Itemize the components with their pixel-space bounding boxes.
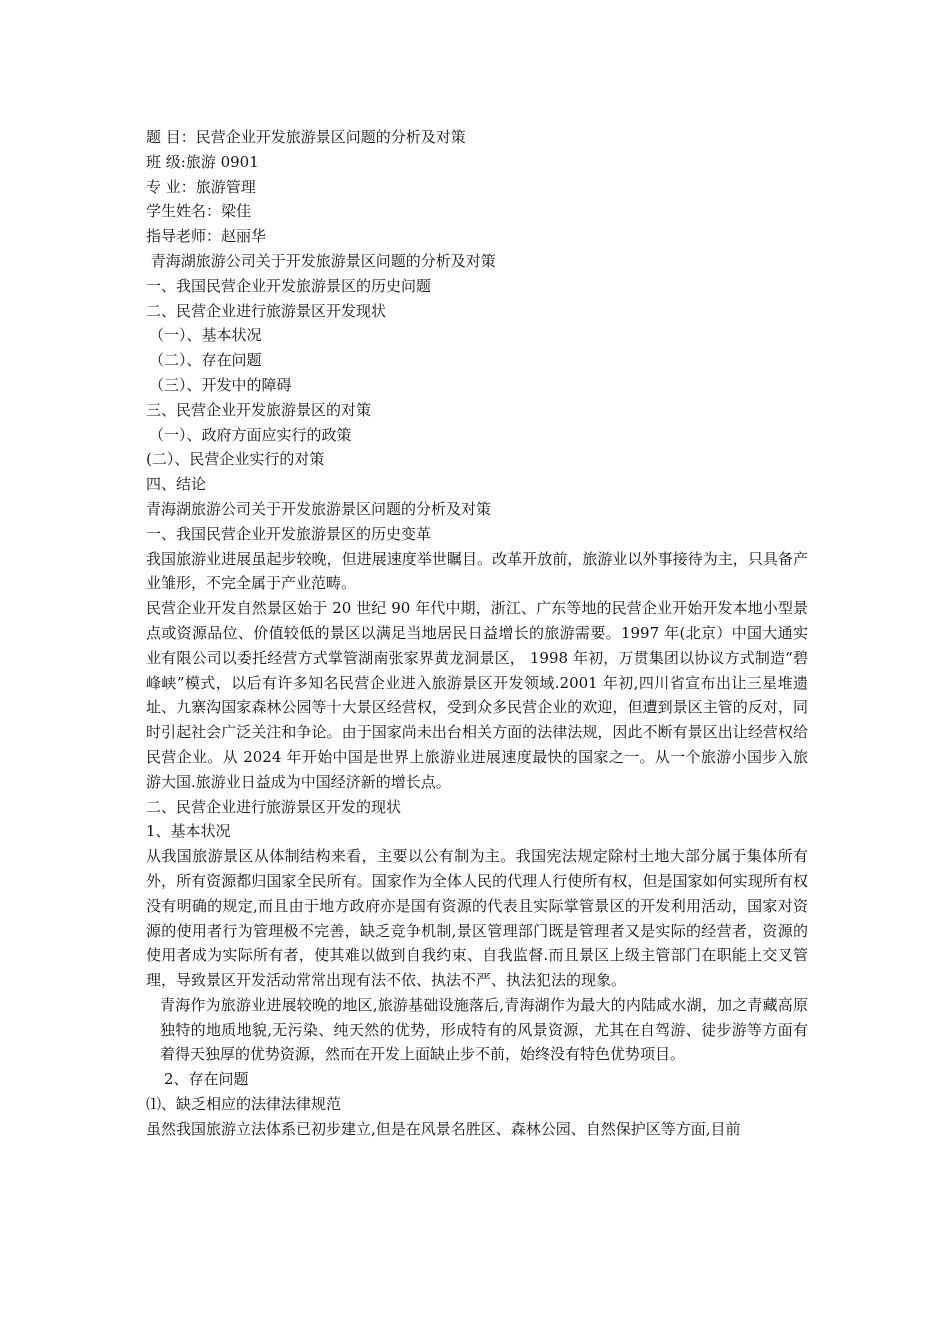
list-item-heading: ⑴、缺乏相应的法律法律规范 <box>146 1095 342 1114</box>
student-name-line: 学生姓名：梁佳 <box>146 202 252 221</box>
outline-item: （二）、存在问题 <box>149 351 262 370</box>
body-paragraph: 虽然我国旅游立法体系已初步建立,但是在风景名胜区、森林公园、自然保护区等方面,目前 <box>146 1119 741 1138</box>
advisor-line: 指导老师：赵丽华 <box>146 227 267 246</box>
outline-item: （一）、政府方面应实行的政策 <box>149 425 352 444</box>
outline-item: (二）、民营企业实行的对策 <box>146 450 325 469</box>
body-paragraph: 青海作为旅游业进展较晚的地区,旅游基础设施落后,青海湖作为最大的内陆咸水湖，加之青藏高原独特的地质地貌,无污染、纯天然的优势，形成特有的风景资源，尤其在自驾游、徒步游等方面有着得天独厚的优势资源，然而在开发上面缺止步不前，始终没有特色优势项目。 <box>160 995 808 1064</box>
subsection-heading: 2、存在问题 <box>164 1070 249 1089</box>
outline-item: 四、结论 <box>146 475 207 494</box>
outline-item: （三）、开发中的障碍 <box>149 375 292 394</box>
subsection-heading: 1、基本状况 <box>146 822 231 841</box>
body-paragraph: 民营企业开发自然景区始于 20 世纪 90 年代中期，浙江、广东等地的民营企业开始开发本地小型景点或资源品位、价值较低的景区以满足当地居民日益增长的旅游需要。1997 年(北京）中国大通实业有限公司以委托经营方式掌管湖南张家界黄龙洞景区， 1998 年初，万贯集团以协议方式制造“碧峰峡”模式，以后有许多知名民营企业进入旅游景区开发领域.2001 年初,四川省宣布出让三星堆遗址、九寨沟国家森林公园等十大景区经营权，受到众多民营企业的欢迎，但遭到景区主管的反对，同时引起社会广泛关注和争论。由于国家尚未出台相关方面的法律法规，因此不断有景区出让经营权给民营企业。从 2024 年开始中国是世界上旅游业进展速度最快的国家之一。从一个旅游小国步入旅游大国.旅游业日益成为中国经济新的增长点。 <box>146 599 808 791</box>
outline-item: 三、民营企业开发旅游景区的对策 <box>146 400 372 419</box>
body-title: 青海湖旅游公司关于开发旅游景区问题的分析及对策 <box>146 499 492 518</box>
class-line: 班 级:旅游 0901 <box>146 152 259 171</box>
outline-item: 一、我国民营企业开发旅游景区的历史问题 <box>146 276 432 295</box>
document-page <box>146 125 808 1142</box>
outline-item: （一）、基本状况 <box>149 326 262 345</box>
body-paragraph: 从我国旅游景区从体制结构来看，主要以公有制为主。我国宪法规定除村土地大部分属于集体所有外，所有资源都归国家全民所有。国家作为全体人民的代理人行使所有权，但是国家如何实现所有权没有明确的规定,而且由于地方政府亦是国有资源的代表且实际掌管景区的开发利用活动，国家对资源的使用者行为管理极不完善，缺乏竞争机制,景区管理部门既是管理者又是实际的经营者，资源的使用者成为实际所有者，使其难以做到自我约束、自我监督.而且景区上级主管部门在职能上交叉管理，导致景区开发活动常常出现有法不依、执法不严、执法犯法的现象。 <box>146 847 808 990</box>
section-heading: 一、我国民营企业开发旅游景区的历史变革 <box>146 524 432 543</box>
major-line: 专 业：旅游管理 <box>146 177 256 196</box>
outline-title: 青海湖旅游公司关于开发旅游景区问题的分析及对策 <box>146 251 496 270</box>
thesis-title-line: 题 目：民营企业开发旅游景区问题的分析及对策 <box>146 128 466 146</box>
section-heading: 二、民营企业进行旅游景区开发的现状 <box>146 797 402 816</box>
outline-item: 二、民营企业进行旅游景区开发现状 <box>146 301 387 320</box>
body-paragraph: 我国旅游业进展虽起步较晚，但进展速度举世瞩目。改革开放前，旅游业以外事接待为主，只具备产业雏形，不完全属于产业范畴。 <box>146 549 808 593</box>
